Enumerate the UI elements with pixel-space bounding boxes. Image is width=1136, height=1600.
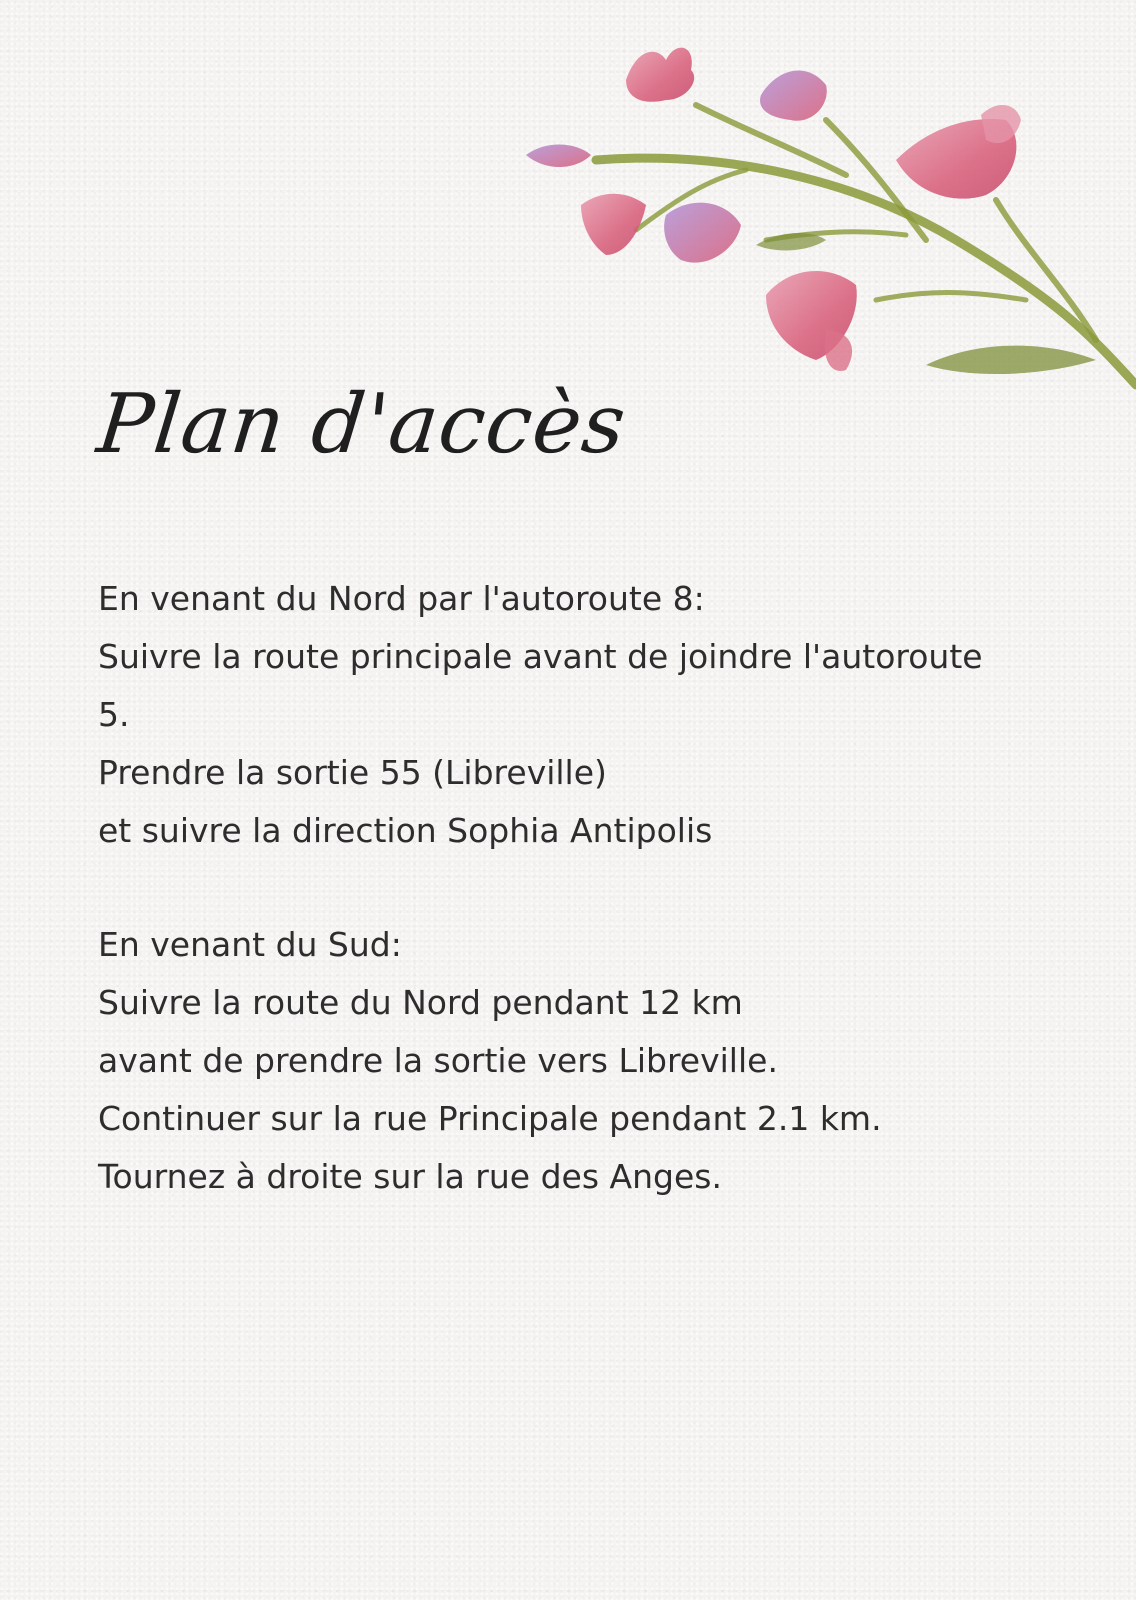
directions-north [98, 570, 1038, 860]
directions-line: et suivre la direction Sophia Antipolis [98, 811, 713, 850]
directions-line: Suivre la route du Nord pendant 12 km [98, 983, 743, 1022]
directions-line: En venant du Sud: [98, 925, 402, 964]
directions-south [98, 916, 1038, 1206]
directions-line: Tournez à droite sur la rue des Anges. [98, 1157, 722, 1196]
directions-line: Prendre la sortie 55 (Libreville) [98, 753, 607, 792]
directions-line: Continuer sur la rue Principale pendant 2.1 km. [98, 1099, 882, 1138]
directions-line: Suivre la route principale avant de joindre l'autoroute [98, 637, 983, 676]
page-title: Plan d'accès [93, 377, 631, 472]
directions-line: En venant du Nord par l'autoroute 8: [98, 579, 705, 618]
directions-line: avant de prendre la sortie vers Libreville. [98, 1041, 778, 1080]
directions-content [98, 570, 1038, 1262]
watercolor-flowers-icon [526, 30, 1136, 400]
directions-line: 5. [98, 695, 130, 734]
